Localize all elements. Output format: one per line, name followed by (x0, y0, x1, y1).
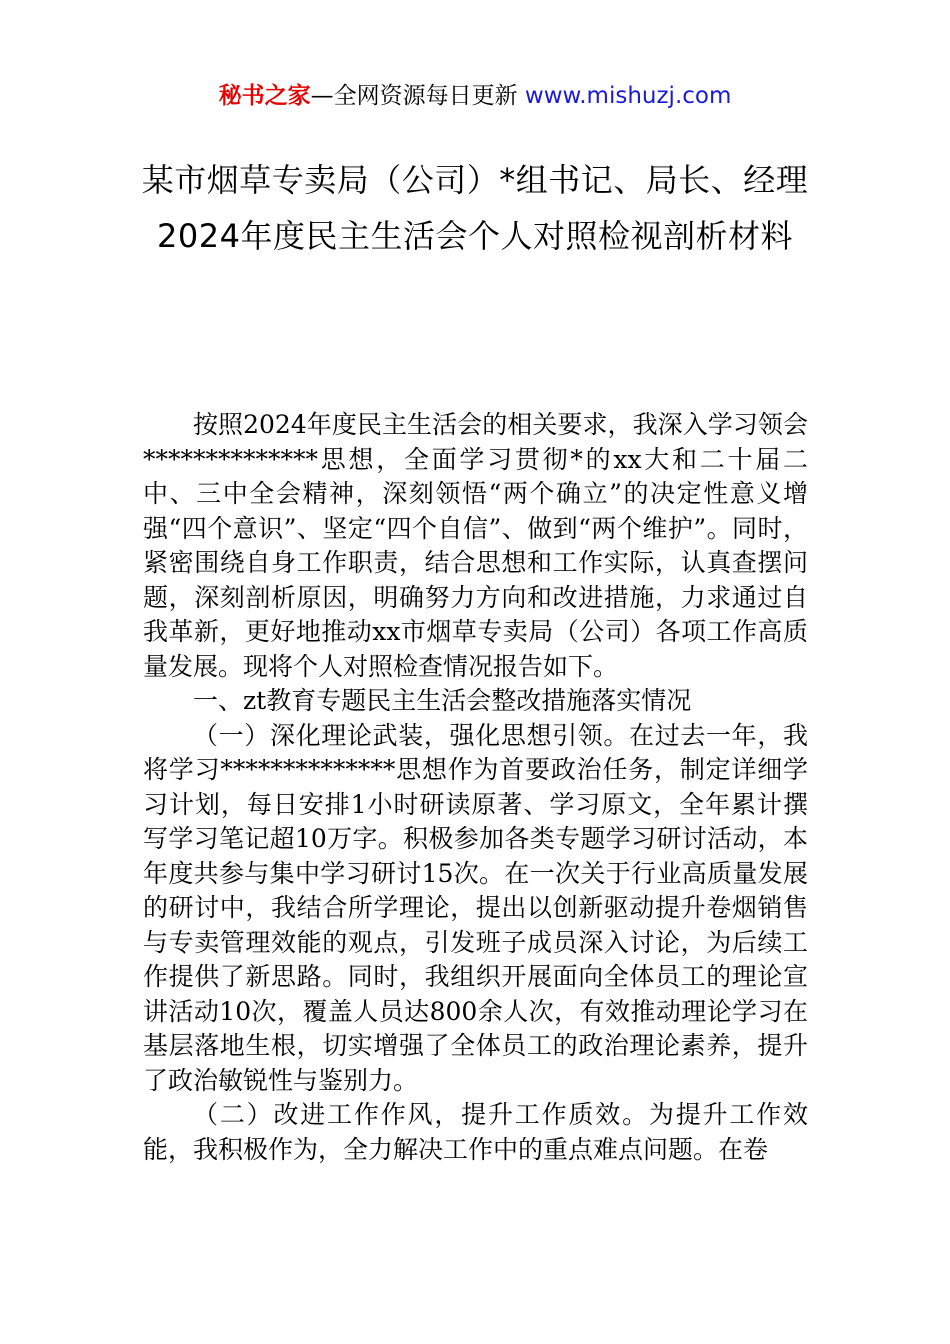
section-heading: 一、zt教育专题民主生活会整改措施落实情况 (193, 686, 692, 715)
site-tagline: —全网资源每日更新 (310, 83, 525, 109)
site-header (0, 80, 950, 112)
document-title: 某市烟草专卖局（公司）*组书记、局长、经理2024年度民主生活会个人对照检视剖析材料 (141, 161, 809, 255)
document-body (143, 408, 808, 1167)
site-brand: 秘书之家 (218, 83, 311, 109)
site-url-link[interactable]: www.mishuzj.com (524, 83, 732, 109)
intro-paragraph: 按照2024年度民主生活会的相关要求，我深入学习领会**************思想，全面学习贯彻*的xx大和二十届二中、三中全会精神，深刻领悟“两个确立”的决定性意义增强“四个意识”、坚定“四个自信”、做到“两个维护”。同时，紧密围绕自身工作职责，结合思想和工作实际，认真查摆问题，深刻剖析原因，明确努力方向和改进措施，力求通过自我革新，更好地推动xx市烟草专卖局（公司）各项工作高质量发展。现将个人对照检查情况报告如下。 (143, 410, 808, 681)
body-paragraph: （二）改进工作作风，提升工作质效。为提升工作效能，我积极作为，全力解决工作中的重点难点问题。在卷 (143, 1100, 808, 1164)
body-paragraph: （一）深化理论武装，强化思想引领。在过去一年，我将学习**************思想作为首要政治任务，制定详细学习计划，每日安排1小时研读原著、学习原文，全年累计撰写学习笔记超10万字。积极参加各类专题学习研讨活动，本年度共参与集中学习研讨15次。在一次关于行业高质量发展的研讨中，我结合所学理论，提出以创新驱动提升卷烟销售与专卖管理效能的观点，引发班子成员深入讨论，为后续工作提供了新思路。同时，我组织开展面向全体员工的理论宣讲活动10次，覆盖人员达800余人次，有效推动理论学习在基层落地生根，切实增强了全体员工的政治理论素养，提升了政治敏锐性与鉴别力。 (143, 720, 808, 1095)
